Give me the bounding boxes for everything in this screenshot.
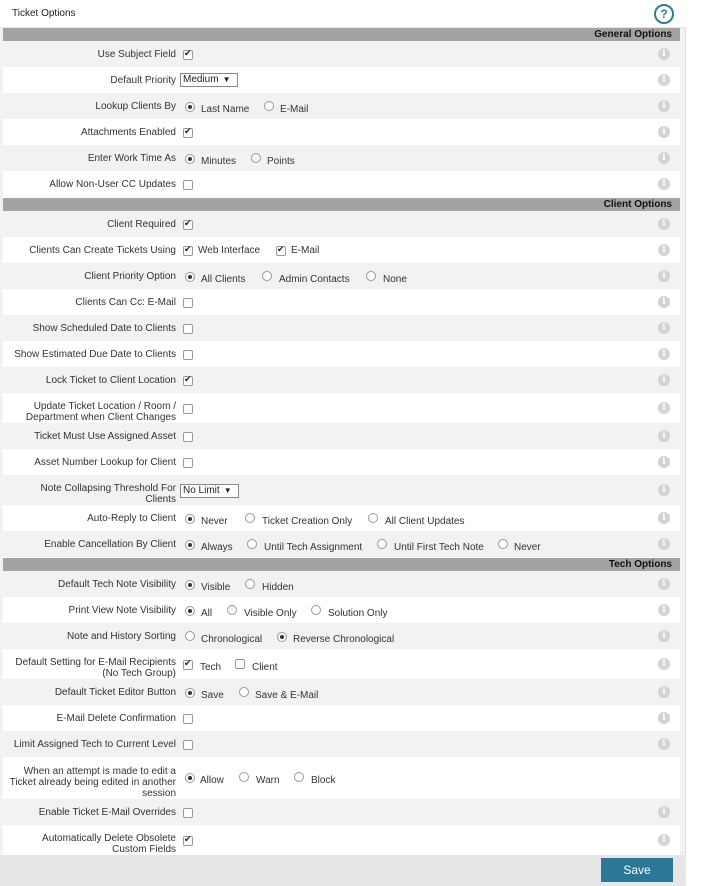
auto-reply-never-radio[interactable] (185, 514, 195, 524)
edit-block-label: Block (311, 775, 336, 786)
row-enter-work-time (3, 145, 680, 171)
info-icon[interactable]: i (658, 48, 670, 60)
non-user-cc-label: Allow Non-User CC Updates (49, 179, 176, 190)
auto-reply-creation-label: Ticket Creation Only (262, 516, 353, 527)
email-overrides-checkbox[interactable] (183, 808, 193, 818)
row-note-collapsing-threshold (3, 475, 680, 505)
non-user-cc-checkbox[interactable] (183, 180, 193, 190)
section-header-tech (3, 558, 680, 571)
priority-none-radio[interactable] (366, 271, 376, 281)
print-view-solution-only-radio[interactable] (311, 605, 321, 615)
print-view-visible-only-radio[interactable] (227, 605, 237, 615)
tech-note-visibility-label: Default Tech Note Visibility (57, 579, 176, 590)
row-client-priority-option (3, 263, 680, 289)
enable-cancellation-label: Enable Cancellation By Client (44, 539, 176, 550)
help-icon[interactable]: ? (654, 4, 674, 24)
section-header-general (3, 28, 680, 41)
work-time-points-label: Points (267, 156, 295, 167)
work-time-minutes-radio[interactable] (185, 154, 195, 164)
clients-can-cc-checkbox[interactable] (183, 298, 193, 308)
sort-reverse-chronological-label: Reverse Chronological (293, 634, 395, 645)
cancel-never-radio[interactable] (498, 539, 508, 549)
info-icon[interactable]: i (658, 374, 670, 386)
editor-save-label: Save (201, 690, 224, 701)
limit-assigned-tech-checkbox[interactable] (183, 740, 193, 750)
note-threshold-label-line2: Clients (145, 494, 176, 505)
limit-assigned-tech-label: Limit Assigned Tech to Current Level (13, 739, 176, 750)
asset-number-lookup-label: Asset Number Lookup for Client (34, 457, 176, 468)
row-email-delete-confirmation (3, 705, 680, 731)
info-icon[interactable]: i (658, 658, 670, 670)
sort-reverse-chronological-radio[interactable] (277, 632, 287, 642)
edit-attempt-label-line3: session (142, 788, 176, 799)
row-delete-obsolete-fields (3, 825, 680, 855)
info-icon[interactable]: i (658, 806, 670, 818)
edit-allow-radio[interactable] (185, 773, 195, 783)
update-ticket-location-label-line2: Department when Client Changes (25, 412, 176, 423)
enter-work-time-label: Enter Work Time As (87, 153, 176, 164)
client-priority-option-label: Client Priority Option (84, 271, 176, 282)
update-ticket-location-label-line1: Update Ticket Location / Room / (33, 401, 176, 412)
auto-reply-all-updates-label: All Client Updates (385, 516, 465, 527)
lock-ticket-location-label: Lock Ticket to Client Location (45, 375, 176, 386)
info-icon[interactable]: i (658, 100, 670, 112)
panel-title: Ticket Options (12, 8, 76, 19)
info-icon[interactable]: i (658, 578, 670, 590)
section-title-client: Client Options (603, 199, 672, 210)
row-client-required (3, 211, 680, 237)
update-ticket-location-checkbox[interactable] (183, 404, 193, 414)
row-editor-button (3, 679, 680, 705)
work-time-minutes-label: Minutes (201, 156, 237, 167)
row-assigned-asset (3, 423, 680, 449)
print-view-solution-only-label: Solution Only (328, 608, 388, 619)
lookup-clients-by-label: Lookup Clients By (95, 101, 176, 112)
info-icon[interactable]: i (658, 348, 670, 360)
lookup-last-name-label: Last Name (201, 104, 250, 115)
row-default-priority (3, 67, 680, 93)
options-form (3, 28, 680, 855)
section-header-client (3, 198, 680, 211)
row-attachments-enabled (3, 119, 680, 145)
asset-number-lookup-checkbox[interactable] (183, 458, 193, 468)
tech-note-visible-radio[interactable] (185, 580, 195, 590)
row-tech-note-visibility (3, 571, 680, 597)
work-time-points-radio[interactable] (251, 153, 261, 163)
client-required-label: Client Required (107, 219, 176, 230)
editor-save-radio[interactable] (185, 688, 195, 698)
row-email-overrides (3, 799, 680, 825)
note-history-sorting-label: Note and History Sorting (67, 631, 176, 642)
edit-attempt-label-line1: When an attempt is made to edit a (23, 766, 176, 777)
footer-bar (0, 855, 686, 886)
row-create-tickets-using (3, 237, 680, 263)
info-icon[interactable]: i (658, 538, 670, 550)
edit-attempt-label-line2: Ticket already being edited in another (9, 777, 176, 788)
row-edit-attempt (3, 757, 680, 799)
print-view-all-label: All (201, 608, 213, 619)
info-icon[interactable]: i (658, 74, 670, 86)
tech-note-visible-label: Visible (201, 582, 231, 593)
row-enable-cancellation (3, 531, 680, 557)
auto-reply-creation-radio[interactable] (245, 513, 255, 523)
priority-admin-contacts-radio[interactable] (262, 271, 272, 281)
edit-block-radio[interactable] (294, 772, 304, 782)
edit-warn-label: Warn (256, 775, 280, 786)
attachments-enabled-label: Attachments Enabled (80, 127, 176, 138)
recipients-tech-checkbox[interactable] (183, 660, 193, 670)
show-scheduled-date-label: Show Scheduled Date to Clients (32, 323, 176, 334)
info-icon[interactable]: i (658, 834, 670, 846)
panel-header (0, 0, 686, 28)
delete-obsolete-label-line2: Custom Fields (112, 844, 176, 855)
tech-note-hidden-label: Hidden (262, 582, 294, 593)
create-web-interface-checkbox[interactable] (183, 246, 193, 256)
client-required-checkbox[interactable] (183, 220, 193, 230)
info-icon[interactable]: i (658, 738, 670, 750)
cancel-until-first-note-label: Until First Tech Note (394, 542, 484, 553)
row-non-user-cc (3, 171, 680, 197)
row-note-history-sorting (3, 623, 680, 649)
priority-all-clients-label: All Clients (201, 274, 246, 285)
row-print-view-visibility (3, 597, 680, 623)
row-auto-reply (3, 505, 680, 531)
info-icon[interactable]: i (658, 178, 670, 190)
dropdown-arrow-icon: ▼ (223, 486, 232, 495)
section-title-general: General Options (594, 29, 672, 40)
email-overrides-label: Enable Ticket E-Mail Overrides (38, 807, 176, 818)
info-icon[interactable]: i (658, 218, 670, 230)
show-estimated-due-label: Show Estimated Due Date to Clients (14, 349, 176, 360)
clients-can-cc-label: Clients Can Cc: E-Mail (75, 297, 176, 308)
row-lookup-clients-by (3, 93, 680, 119)
cancel-until-first-note-radio[interactable] (377, 539, 387, 549)
default-priority-select[interactable] (180, 73, 238, 87)
info-icon[interactable]: i (658, 152, 670, 164)
editor-save-email-radio[interactable] (239, 687, 249, 697)
dropdown-arrow-icon: ▼ (222, 75, 231, 84)
info-icon[interactable]: i (658, 712, 670, 724)
attachments-enabled-checkbox[interactable] (183, 128, 193, 138)
lookup-email-label: E-Mail (280, 104, 309, 115)
create-tickets-using-label: Clients Can Create Tickets Using (29, 245, 176, 256)
note-threshold-label-line1: Note Collapsing Threshold For (40, 483, 176, 494)
info-icon[interactable]: i (658, 430, 670, 442)
lookup-last-name-radio[interactable] (185, 102, 195, 112)
note-threshold-select[interactable] (180, 484, 239, 498)
edit-allow-label: Allow (200, 775, 224, 786)
delete-obsolete-label-line1: Automatically Delete Obsolete (42, 833, 176, 844)
row-clients-can-cc (3, 289, 680, 315)
row-asset-number-lookup (3, 449, 680, 475)
info-icon[interactable]: i (658, 296, 670, 308)
create-email-checkbox[interactable] (276, 246, 286, 256)
email-delete-confirmation-label: E-Mail Delete Confirmation (56, 713, 176, 724)
info-icon[interactable]: i (658, 686, 670, 698)
info-icon[interactable]: i (658, 630, 670, 642)
lock-ticket-location-checkbox[interactable] (183, 376, 193, 386)
info-icon[interactable]: i (658, 484, 670, 496)
section-title-tech: Tech Options (608, 559, 672, 570)
auto-reply-all-updates-radio[interactable] (368, 513, 378, 523)
cancel-until-assignment-radio[interactable] (247, 539, 257, 549)
auto-reply-never-label: Never (201, 516, 228, 527)
print-view-visibility-label: Print View Note Visibility (68, 605, 176, 616)
editor-save-email-label: Save & E-Mail (255, 690, 319, 701)
row-email-recipients (3, 649, 680, 679)
lookup-email-radio[interactable] (264, 101, 274, 111)
row-show-estimated-due (3, 341, 680, 367)
delete-obsolete-checkbox[interactable] (183, 836, 193, 846)
row-use-subject-field (3, 41, 680, 67)
use-subject-field-checkbox[interactable] (183, 50, 193, 60)
email-recipients-label-line1: Default Setting for E-Mail Recipients (15, 657, 176, 668)
row-lock-ticket-location (3, 367, 680, 393)
create-web-interface-label: Web Interface (198, 245, 261, 256)
info-icon[interactable]: i (658, 126, 670, 138)
cancel-until-assignment-label: Until Tech Assignment (264, 542, 363, 553)
default-priority-value: Medium (183, 74, 219, 85)
email-recipients-label-line2: (No Tech Group) (102, 668, 176, 679)
priority-none-label: None (383, 274, 407, 285)
cancel-always-label: Always (201, 542, 233, 553)
sort-chronological-radio[interactable] (185, 631, 195, 641)
row-show-scheduled-date (3, 315, 680, 341)
recipients-client-checkbox[interactable] (235, 659, 245, 669)
cancel-never-label: Never (514, 542, 541, 553)
sort-chronological-label: Chronological (201, 634, 263, 645)
save-button[interactable]: Save (601, 858, 673, 882)
auto-reply-label: Auto-Reply to Client (87, 513, 176, 524)
print-view-visible-only-label: Visible Only (244, 608, 297, 619)
recipients-tech-label: Tech (200, 662, 222, 673)
editor-button-label: Default Ticket Editor Button (54, 687, 176, 698)
row-update-ticket-location (3, 393, 680, 423)
info-icon[interactable]: i (658, 322, 670, 334)
row-limit-assigned-tech (3, 731, 680, 757)
recipients-client-label: Client (252, 662, 278, 673)
cancel-always-radio[interactable] (185, 540, 195, 550)
default-priority-label: Default Priority (110, 75, 176, 86)
tech-note-hidden-radio[interactable] (245, 579, 255, 589)
use-subject-field-label: Use Subject Field (97, 49, 176, 60)
assigned-asset-checkbox[interactable] (183, 432, 193, 442)
email-delete-confirmation-checkbox[interactable] (183, 714, 193, 724)
print-view-all-radio[interactable] (185, 606, 195, 616)
info-icon[interactable]: i (658, 456, 670, 468)
info-icon[interactable]: i (658, 604, 670, 616)
create-email-label: E-Mail (291, 245, 320, 256)
info-icon[interactable]: i (658, 270, 670, 282)
show-estimated-due-checkbox[interactable] (183, 350, 193, 360)
note-threshold-value: No Limit (183, 485, 220, 496)
edit-warn-radio[interactable] (239, 772, 249, 782)
priority-all-clients-radio[interactable] (185, 272, 195, 282)
priority-admin-contacts-label: Admin Contacts (279, 274, 350, 285)
info-icon[interactable]: i (658, 402, 670, 414)
assigned-asset-label: Ticket Must Use Assigned Asset (34, 431, 176, 442)
show-scheduled-date-checkbox[interactable] (183, 324, 193, 334)
info-icon[interactable]: i (658, 244, 670, 256)
info-icon[interactable]: i (658, 512, 670, 524)
